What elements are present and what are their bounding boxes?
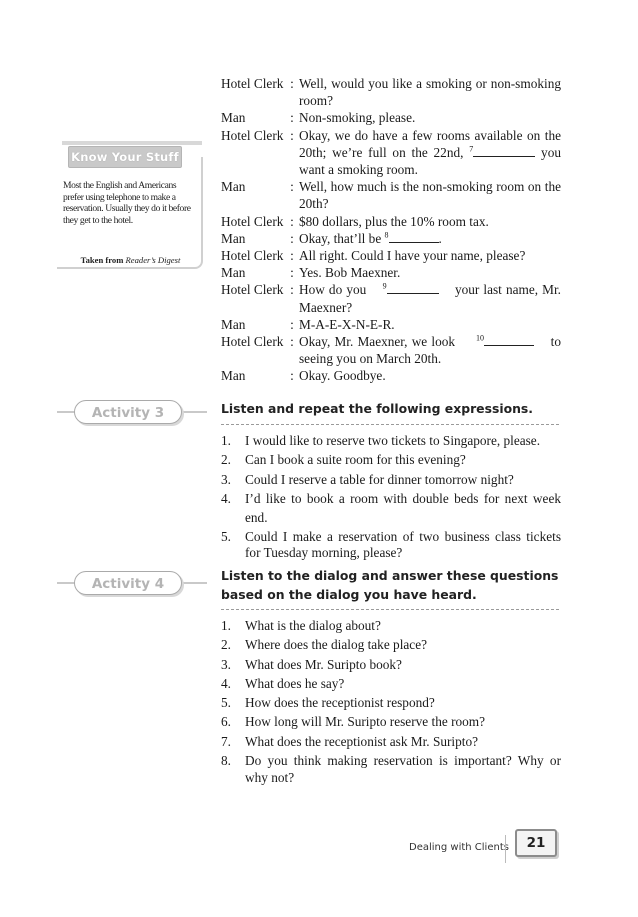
activity-3-list	[221, 431, 561, 561]
item-number: 7.	[221, 733, 231, 749]
line-text	[299, 127, 561, 179]
sidebar-source	[63, 255, 198, 265]
item-number: 4.	[221, 675, 231, 691]
colon: :	[290, 76, 294, 91]
list-item	[221, 674, 561, 693]
item-number: 2.	[221, 452, 231, 468]
line-text: Yes. Bob Maexner.	[299, 265, 401, 281]
colon: :	[290, 110, 294, 126]
list-item	[221, 529, 561, 561]
list-item	[221, 752, 561, 786]
activity-3-instruction: Listen and repeat the following expressions.	[221, 401, 533, 416]
activity-4-instruction: Listen to the dialog and answer these questions based on the dialog you have heard.	[221, 568, 559, 602]
speaker: Hotel Clerk	[221, 127, 284, 143]
list-item	[221, 693, 561, 712]
line-text	[299, 281, 561, 315]
item-text: What does Mr. Suripto book?	[245, 656, 402, 672]
colon: :	[290, 213, 294, 229]
speaker: Man	[221, 179, 246, 195]
speaker: Man	[221, 230, 246, 246]
line-text: Non-smoking, please.	[299, 110, 416, 126]
line-text-pre: Okay, that’ll be	[299, 230, 382, 246]
activity-3-rule	[221, 424, 559, 425]
speaker: Man	[221, 368, 246, 384]
blank-number: 8	[384, 230, 389, 240]
speaker: Man	[221, 265, 246, 281]
colon: :	[290, 265, 294, 281]
line-text-pre: Okay, Mr. Maexner, we look	[299, 334, 456, 350]
item-number: 4.	[221, 490, 231, 506]
fill-blank[interactable]	[473, 145, 535, 157]
speaker: Hotel Clerk	[221, 282, 284, 298]
line-text-post: to seeing you on March 20th.	[299, 334, 562, 367]
line-text-post: your last name, Mr. Maexner?	[299, 282, 562, 315]
colon: :	[290, 282, 294, 298]
item-text: What is the dialog about?	[245, 618, 381, 633]
line-text-post: you want a smoking room.	[299, 144, 561, 178]
line-text	[299, 333, 561, 367]
speaker: Man	[221, 110, 246, 126]
speaker: Hotel Clerk	[221, 76, 284, 91]
item-text: What does the receptionist ask Mr. Suripto?	[245, 733, 479, 749]
line-text: Okay. Goodbye.	[299, 368, 386, 384]
item-text: Can I book a suite room for this evening?	[245, 452, 466, 468]
list-item	[221, 635, 561, 654]
dialog-line	[221, 213, 561, 230]
activity-4-list	[221, 616, 561, 786]
speaker: Hotel Clerk	[221, 213, 284, 229]
activity-3-badge: Activity 3	[74, 400, 182, 424]
line-text: $80 dollars, plus the 10% room tax.	[299, 213, 489, 229]
dialog-line	[221, 316, 561, 333]
item-text: How does the receptionist respond?	[245, 695, 435, 711]
line-text	[299, 230, 561, 247]
item-number: 6.	[221, 714, 231, 730]
item-number: 5.	[221, 529, 231, 545]
item-number: 2.	[221, 637, 231, 653]
list-item	[221, 732, 561, 751]
list-item	[221, 655, 561, 674]
line-text: Well, how much is the non-smoking room on the 20th?	[299, 179, 561, 212]
source-label: Taken from	[80, 255, 124, 265]
line-text: Well, would you like a smoking or non-smoking room?	[299, 76, 561, 109]
item-text: Where does the dialog take place?	[245, 637, 428, 653]
dialog-line	[221, 333, 561, 367]
dialog-line	[221, 178, 561, 212]
list-item	[221, 616, 561, 635]
item-text: Could I reserve a table for dinner tomorrow night?	[245, 471, 514, 487]
list-item	[221, 470, 561, 489]
line-text: M-A-E-X-N-E-R.	[299, 316, 395, 332]
colon: :	[290, 248, 294, 264]
list-item	[221, 489, 561, 528]
page-number: 21	[515, 829, 557, 857]
dialog-line	[221, 127, 561, 179]
item-number: 5.	[221, 695, 231, 711]
dialog-line	[221, 367, 561, 384]
item-text: What does he say?	[245, 675, 345, 691]
item-text: I’d like to book a room with double beds for next week end.	[245, 490, 561, 526]
item-number: 1.	[221, 433, 231, 448]
dialog-line	[221, 264, 561, 281]
line-text: All right. Could I have your name, please?	[299, 248, 526, 264]
item-number: 8.	[221, 753, 231, 769]
line-text-pre: Okay, we do have a few rooms available on the 20th; we’re full on the 22nd,	[299, 127, 561, 160]
blank-number: 9	[382, 282, 387, 292]
speaker: Hotel Clerk	[221, 334, 284, 350]
list-item	[221, 450, 561, 469]
colon: :	[290, 316, 294, 332]
list-item	[221, 712, 561, 731]
item-text: I would like to reserve two tickets to Singapore, please.	[245, 433, 541, 448]
dialog-line	[221, 109, 561, 126]
item-number: 3.	[221, 656, 231, 672]
footer-divider	[505, 835, 510, 863]
dialog-line	[221, 75, 561, 109]
dialog-line	[221, 230, 561, 247]
line-text-post: .	[438, 230, 442, 246]
blank-number: 7	[469, 144, 474, 154]
colon: :	[290, 230, 294, 246]
sidebar-body: Most the English and Americans prefer using telephone to make a reservation. Usually they do it before they get to the hotel.	[63, 180, 191, 226]
item-number: 3.	[221, 471, 231, 487]
source-name: Reader’s Digest	[125, 255, 181, 265]
line-text-pre: How do you	[299, 282, 367, 298]
blank-number: 10	[475, 333, 484, 343]
colon: :	[290, 334, 294, 350]
footer-section-title: Dealing with Clients	[409, 842, 509, 853]
list-item	[221, 431, 561, 450]
item-text: Do you think making reservation is important? Why or why not?	[245, 753, 561, 786]
colon: :	[290, 368, 294, 384]
dialog-line	[221, 281, 561, 315]
dialog	[221, 75, 561, 385]
colon: :	[290, 179, 294, 195]
fill-blank[interactable]	[389, 231, 439, 243]
fill-blank[interactable]	[484, 334, 534, 346]
sidebar-title: Know Your Stuff	[68, 146, 182, 168]
item-text: How long will Mr. Suripto reserve the room?	[245, 714, 486, 730]
colon: :	[290, 127, 294, 143]
speaker: Hotel Clerk	[221, 248, 284, 264]
activity-4-rule	[221, 609, 559, 610]
item-number: 1.	[221, 618, 231, 633]
sidebar-stripe	[62, 141, 202, 145]
dialog-line	[221, 247, 561, 264]
speaker: Man	[221, 316, 246, 332]
activity-4-badge: Activity 4	[74, 571, 182, 595]
fill-blank[interactable]	[387, 282, 439, 294]
item-text: Could I make a reservation of two business class tickets for Tuesday morning, please?	[245, 529, 561, 561]
